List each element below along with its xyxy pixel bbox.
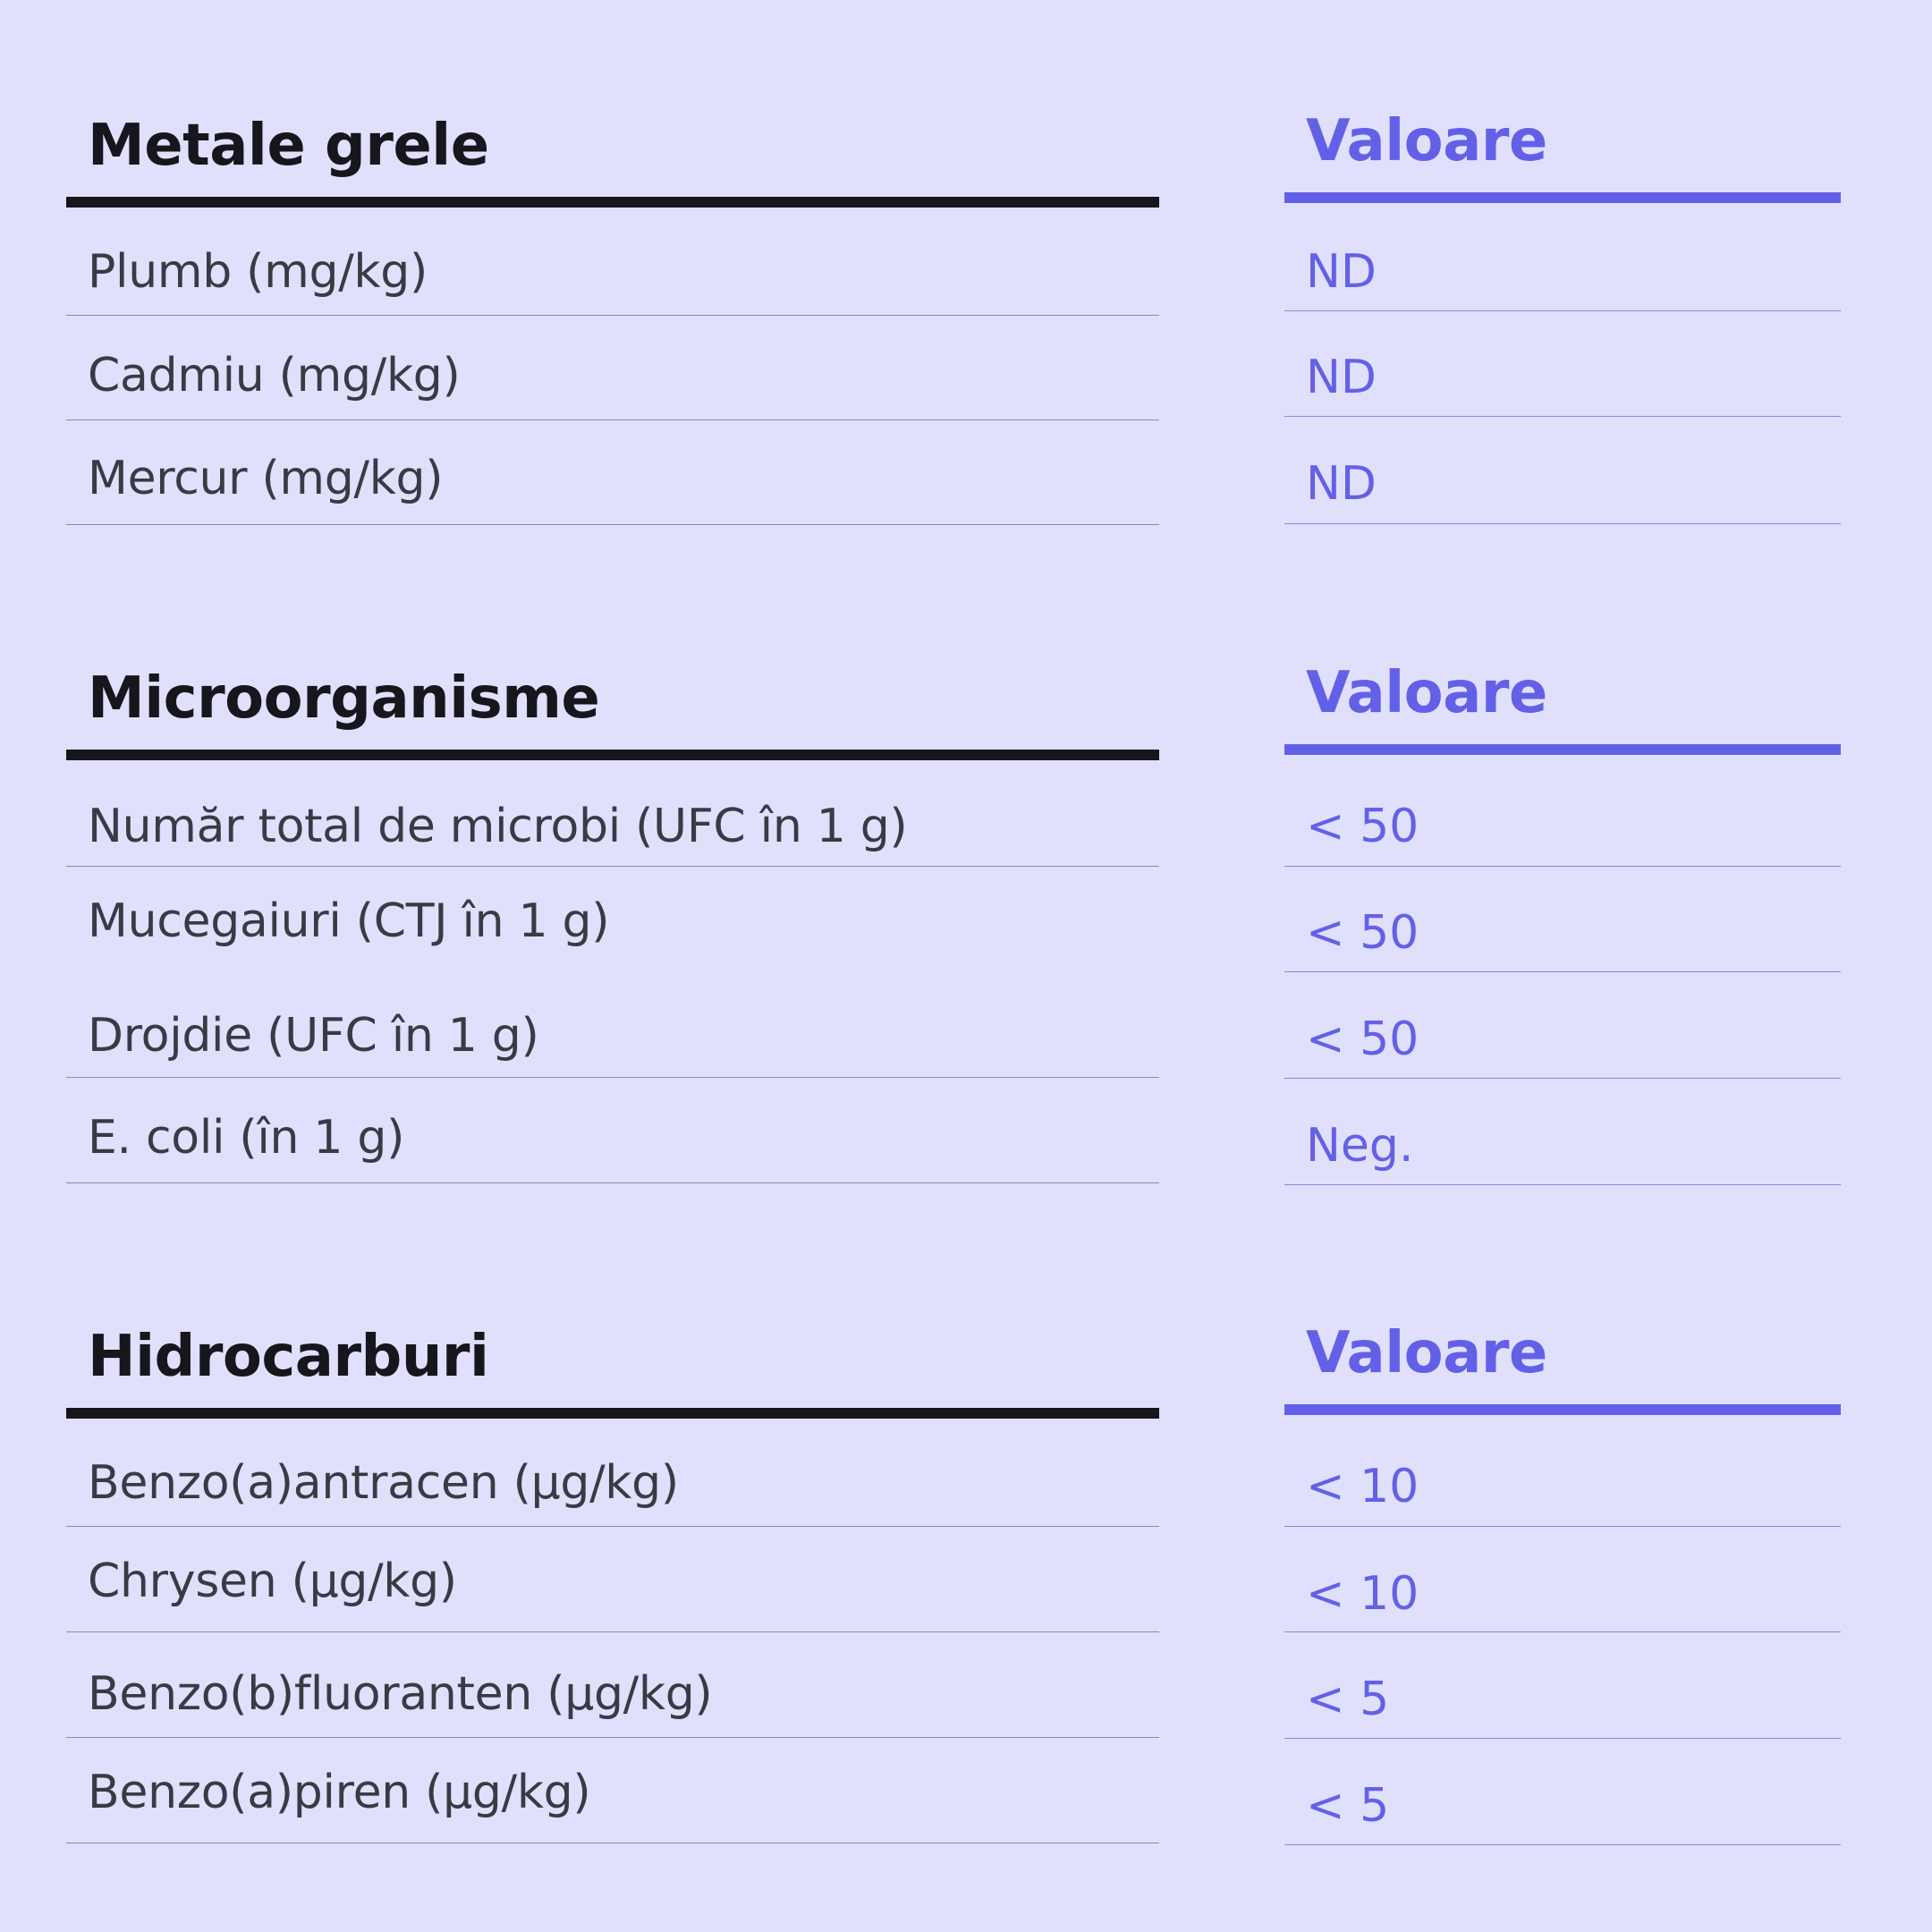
value-header-rule — [1284, 192, 1841, 203]
table-row — [66, 1631, 1159, 1738]
section-header-rule — [66, 750, 1159, 760]
row-label: Benzo(a)piren (µg/kg) — [88, 1766, 591, 1819]
row-label: Plumb (mg/kg) — [88, 245, 428, 299]
row-value: < 10 — [1306, 1460, 1419, 1513]
row-label: Drojdie (UFC în 1 g) — [88, 1009, 539, 1063]
value-header — [1284, 98, 1841, 203]
value-header-rule — [1284, 1404, 1841, 1415]
row-value: < 5 — [1306, 1673, 1390, 1726]
row-value: ND — [1306, 245, 1377, 299]
row-label: Număr total de microbi (UFC în 1 g) — [88, 800, 908, 853]
section-header — [66, 653, 1159, 760]
value-row — [1284, 866, 1841, 972]
row-value: < 5 — [1306, 1779, 1390, 1833]
value-row — [1284, 1526, 1841, 1632]
section-header — [66, 98, 1159, 208]
section-header-rule — [66, 1408, 1159, 1419]
row-value: ND — [1306, 351, 1377, 404]
value-header-label: Valoare — [1306, 1320, 1547, 1386]
table-row — [66, 760, 1159, 867]
row-value: < 50 — [1306, 906, 1419, 960]
table-row — [66, 208, 1159, 316]
row-label: Cadmiu (mg/kg) — [88, 349, 461, 402]
row-label: Mucegaiuri (CTJ în 1 g) — [88, 894, 610, 948]
row-value: < 10 — [1306, 1567, 1419, 1621]
value-header — [1284, 650, 1841, 755]
row-label: Benzo(a)antracen (µg/kg) — [88, 1456, 679, 1510]
value-row — [1284, 1415, 1841, 1527]
row-value: ND — [1306, 457, 1377, 511]
row-label: Chrysen (µg/kg) — [88, 1555, 457, 1608]
value-row — [1284, 1078, 1841, 1185]
table-row — [66, 1737, 1159, 1843]
row-label: Benzo(b)fluoranten (µg/kg) — [88, 1667, 713, 1721]
value-row — [1284, 971, 1841, 1079]
value-row — [1284, 416, 1841, 524]
table-row — [66, 315, 1159, 420]
section-header — [66, 1311, 1159, 1419]
section-title: Hidrocarburi — [88, 1324, 489, 1390]
table-row — [66, 1419, 1159, 1527]
value-row — [1284, 755, 1841, 867]
value-row — [1284, 203, 1841, 311]
value-row — [1284, 310, 1841, 417]
value-header-label: Valoare — [1306, 660, 1547, 726]
table-row — [66, 1077, 1159, 1183]
section-title: Metale grele — [88, 113, 489, 179]
table-row — [66, 866, 1159, 1078]
value-row — [1284, 1631, 1841, 1739]
row-value: < 50 — [1306, 800, 1419, 853]
value-header — [1284, 1310, 1841, 1415]
section-title: Microorganisme — [88, 665, 600, 732]
value-header-label: Valoare — [1306, 108, 1547, 174]
row-label: E. coli (în 1 g) — [88, 1111, 405, 1165]
row-value: Neg. — [1306, 1119, 1414, 1173]
table-row — [66, 1526, 1159, 1632]
row-label: Mercur (mg/kg) — [88, 452, 444, 505]
section-header-rule — [66, 197, 1159, 208]
row-value: < 50 — [1306, 1013, 1419, 1066]
table-row — [66, 419, 1159, 525]
value-row — [1284, 1738, 1841, 1845]
value-header-rule — [1284, 744, 1841, 755]
